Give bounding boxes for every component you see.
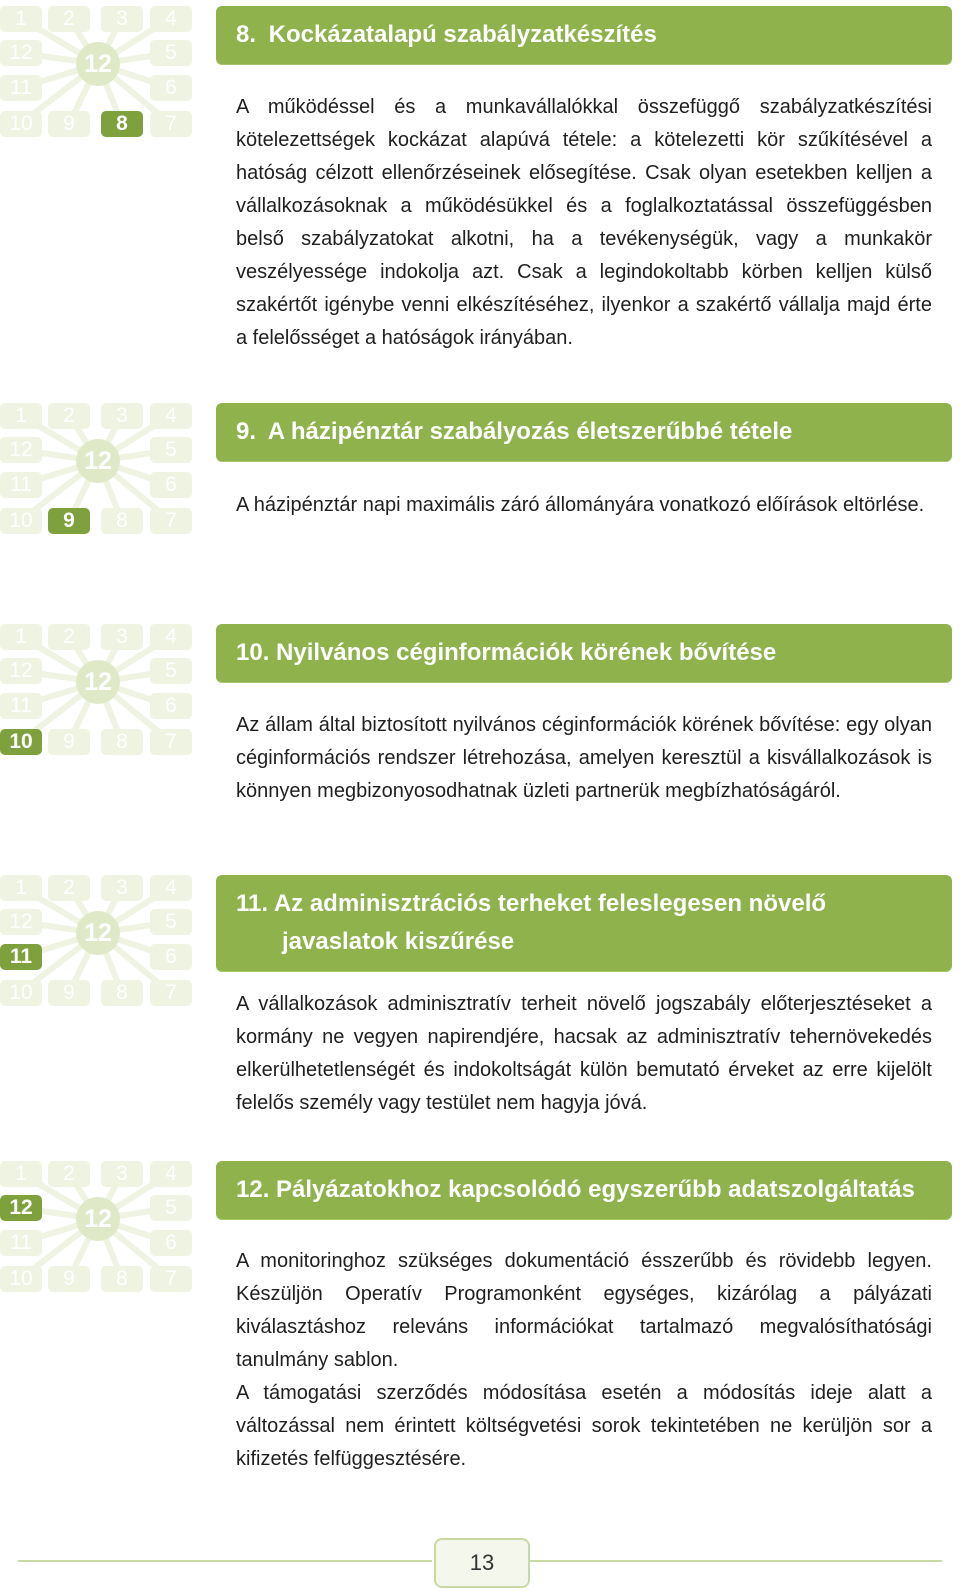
nav-cell-12: 12 — [0, 437, 42, 463]
nav-cell-6: 6 — [150, 472, 192, 498]
paragraph: A házipénztár napi maximális záró állományára vonatkozó előírások eltörlése. — [236, 494, 925, 516]
nav-cell-9: 9 — [48, 980, 90, 1006]
section-title-line2: javaslatok kiszűrése — [282, 928, 515, 955]
nav-cell-9: 9 — [48, 111, 90, 137]
nav-cell-5: 5 — [150, 909, 192, 935]
nav-cell-12: 12 — [0, 1195, 42, 1221]
section-9 — [0, 397, 960, 597]
section-body — [236, 489, 932, 522]
nav-cell-8: 8 — [101, 729, 143, 755]
nav-cell-2: 2 — [48, 624, 90, 650]
nav-grid — [0, 1155, 194, 1295]
nav-cell-10: 10 — [0, 1266, 42, 1292]
nav-cell-7: 7 — [150, 729, 192, 755]
nav-cell-3: 3 — [101, 6, 143, 32]
section-12 — [0, 1155, 960, 1485]
nav-cell-3: 3 — [101, 403, 143, 429]
nav-cell-5: 5 — [150, 437, 192, 463]
section-number: 12. — [236, 1176, 270, 1203]
nav-cell-8: 8 — [101, 1266, 143, 1292]
nav-center-badge: 12 — [76, 1197, 120, 1241]
nav-cell-10: 10 — [0, 111, 42, 137]
nav-cell-7: 7 — [150, 111, 192, 137]
footer-line-right — [528, 1560, 942, 1562]
paragraph: Az állam által biztosított nyilvános céginformációk körének bővítése: egy olyan céginformációs rendszer létrehozása, amelyen keresztül a kisvállalkozások is könnyen megbizonyosodhatnak üzleti partnerük megbízhatóságáról. — [236, 714, 932, 802]
section-title-bar — [216, 1161, 952, 1219]
section-title: A házipénztár szabályozás életszerűbbé tétele — [267, 418, 793, 445]
nav-cell-7: 7 — [150, 508, 192, 534]
nav-cell-11: 11 — [0, 1230, 42, 1256]
section-title-bar — [216, 875, 952, 971]
nav-cell-10: 10 — [0, 508, 42, 534]
nav-cell-11: 11 — [0, 472, 42, 498]
section-11 — [0, 869, 960, 1139]
footer-line-left — [18, 1560, 432, 1562]
nav-cell-6: 6 — [150, 75, 192, 101]
nav-cell-4: 4 — [150, 6, 192, 32]
nav-cell-11: 11 — [0, 693, 42, 719]
nav-cell-5: 5 — [150, 40, 192, 66]
section-number: 10. — [236, 639, 270, 666]
nav-cell-6: 6 — [150, 693, 192, 719]
section-title-bar — [216, 624, 952, 682]
nav-cell-4: 4 — [150, 1161, 192, 1187]
section-title: Az adminisztrációs terheket feleslegesen növelő — [273, 890, 827, 917]
nav-cell-4: 4 — [150, 403, 192, 429]
section-body — [236, 1245, 932, 1476]
section-body — [236, 988, 932, 1120]
nav-cell-12: 12 — [0, 909, 42, 935]
section-title: Nyilvános céginformációk körének bővítése — [276, 639, 777, 666]
nav-center-badge: 12 — [76, 660, 120, 704]
nav-cell-4: 4 — [150, 624, 192, 650]
nav-cell-1: 1 — [0, 875, 42, 901]
nav-cell-8: 8 — [101, 508, 143, 534]
section-body — [236, 91, 932, 355]
nav-cell-7: 7 — [150, 980, 192, 1006]
nav-cell-1: 1 — [0, 1161, 42, 1187]
nav-center-badge: 12 — [76, 42, 120, 86]
nav-cell-1: 1 — [0, 6, 42, 32]
nav-cell-12: 12 — [0, 658, 42, 684]
section-number: 11. — [236, 890, 269, 917]
nav-cell-7: 7 — [150, 1266, 192, 1292]
nav-cell-5: 5 — [150, 1195, 192, 1221]
paragraph: A monitoringhoz szükséges dokumentáció ésszerűbb és rövidebb legyen. Készüljön Operatív Programonként egységes, kizárólag a pályázati kiválasztáshoz releváns információkat tartalmazó megvalósíthatósági tanulmány sablon. — [236, 1250, 932, 1371]
nav-cell-4: 4 — [150, 875, 192, 901]
nav-cell-8: 8 — [101, 980, 143, 1006]
nav-grid — [0, 618, 194, 758]
section-8 — [0, 0, 960, 380]
paragraph: A támogatási szerződés módosítása esetén a módosítás ideje alatt a változással nem érintett költségvetési sorok tekintetében ne kerüljön sor a kifizetés felfüggesztésére. — [236, 1382, 932, 1470]
nav-cell-6: 6 — [150, 944, 192, 970]
nav-cell-1: 1 — [0, 403, 42, 429]
nav-cell-11: 11 — [0, 75, 42, 101]
nav-grid — [0, 0, 194, 140]
nav-center-badge: 12 — [76, 439, 120, 483]
nav-cell-5: 5 — [150, 658, 192, 684]
nav-cell-10: 10 — [0, 729, 42, 755]
nav-grid — [0, 869, 194, 1009]
nav-cell-3: 3 — [101, 624, 143, 650]
nav-cell-3: 3 — [101, 1161, 143, 1187]
section-title-bar — [216, 6, 952, 64]
nav-cell-10: 10 — [0, 980, 42, 1006]
nav-cell-2: 2 — [48, 1161, 90, 1187]
nav-cell-12: 12 — [0, 40, 42, 66]
nav-cell-6: 6 — [150, 1230, 192, 1256]
nav-cell-3: 3 — [101, 875, 143, 901]
nav-cell-9: 9 — [48, 1266, 90, 1292]
paragraph: A működéssel és a munkavállalókkal összefüggő szabályzatkészítési kötelezettségek kockázat alapúvá tétele: a kötelezetti kör szűkítésével a hatóság célzott ellenőrzéseinek elősegítése. Csak olyan esetekben kelljen a vállalkozásoknak a működésükkel és a foglalkoztatással összefüggésben belső szabályzatokat alkotni, ha a tevékenységük, vagy a munkakör veszélyessége indokolja azt. Csak a legindokoltabb körben kelljen külső szakértőt igénybe venni elkészítéséhez, ilyenkor a szakértő vállalja majd érte a felelősséget a hatóságok irányában. — [236, 96, 932, 349]
section-number: 9. — [236, 418, 257, 445]
section-10 — [0, 618, 960, 858]
nav-cell-2: 2 — [48, 6, 90, 32]
section-body — [236, 709, 932, 808]
nav-grid — [0, 397, 194, 537]
section-title: Kockázatalapú szabályzatkészítés — [268, 21, 657, 48]
nav-cell-2: 2 — [48, 403, 90, 429]
section-number: 8. — [236, 21, 257, 48]
nav-center-badge: 12 — [76, 911, 120, 955]
nav-cell-8: 8 — [101, 111, 143, 137]
page-number: 13 — [434, 1538, 530, 1588]
nav-cell-9: 9 — [48, 508, 90, 534]
section-title: Pályázatokhoz kapcsolódó egyszerűbb adatszolgáltatás — [276, 1176, 915, 1203]
section-title-bar — [216, 403, 952, 461]
nav-cell-9: 9 — [48, 729, 90, 755]
nav-cell-2: 2 — [48, 875, 90, 901]
nav-cell-1: 1 — [0, 624, 42, 650]
paragraph: A vállalkozások adminisztratív terheit növelő jogszabály előterjesztéseket a kormány ne vegyen napirendjére, hacsak az adminisztratív tehernövekedés elkerülhetetlenségét és indokoltságát külön bemutató érveket az erre kijelölt felelős személy vagy testület nem hagyja jóvá. — [236, 993, 932, 1114]
nav-cell-11: 11 — [0, 944, 42, 970]
